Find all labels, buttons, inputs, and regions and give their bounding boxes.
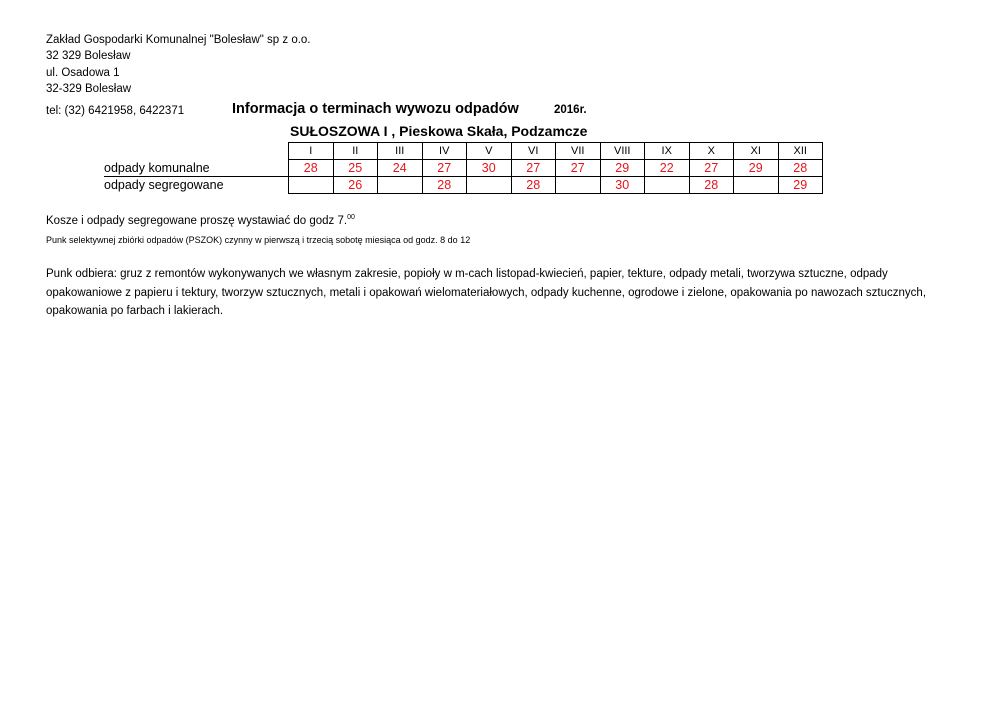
collection-day-cell: 27: [556, 160, 601, 177]
month-header: XI: [734, 143, 779, 160]
pszok-hours-note: Punk selektywnej zbiórki odpadów (PSZOK) czynny w pierwszą i trzecią sobotę miesiąca od godz. 8 do 12: [46, 235, 471, 245]
document-title: Informacja o terminach wywozu odpadów: [232, 101, 519, 117]
collection-schedule-table: [104, 142, 823, 194]
collection-day-cell: 30: [600, 177, 645, 194]
street-address: ul. Osadowa 1: [46, 67, 120, 79]
phone-number: tel: (32) 6421958, 6422371: [46, 105, 185, 117]
collection-day-cell: 27: [422, 160, 467, 177]
row-label: odpady segregowane: [104, 178, 224, 193]
row-label: odpady komunalne: [104, 160, 289, 177]
collection-day-cell: [378, 177, 423, 194]
company-name: Zakład Gospodarki Komunalnej "Bolesław" sp z o.o.: [46, 34, 311, 46]
month-header-row: [104, 143, 823, 160]
collection-day-cell: 22: [645, 160, 690, 177]
month-header: I: [289, 143, 334, 160]
month-header: IX: [645, 143, 690, 160]
collection-day-cell: 27: [511, 160, 556, 177]
collection-day-cell: [645, 177, 690, 194]
month-header: IV: [422, 143, 467, 160]
header-spacer: [104, 143, 289, 160]
month-header: VIII: [600, 143, 645, 160]
month-header: X: [689, 143, 734, 160]
table-row-segregated-waste: [104, 177, 823, 194]
month-header: VII: [556, 143, 601, 160]
postal-code-line: 32 329 Bolesław: [46, 50, 131, 62]
collection-day-cell: 29: [778, 177, 823, 194]
collection-day-cell: [289, 177, 334, 194]
month-header: VI: [511, 143, 556, 160]
collection-day-cell: 24: [378, 160, 423, 177]
document-year: 2016r.: [554, 104, 587, 116]
collection-day-cell: 28: [689, 177, 734, 194]
collection-day-cell: 28: [422, 177, 467, 194]
collection-day-cell: 29: [734, 160, 779, 177]
month-header: V: [467, 143, 512, 160]
collection-day-cell: 28: [511, 177, 556, 194]
collection-day-cell: [734, 177, 779, 194]
collection-day-cell: [556, 177, 601, 194]
collection-day-cell: 28: [778, 160, 823, 177]
collection-day-cell: 29: [600, 160, 645, 177]
collection-day-cell: 25: [333, 160, 378, 177]
month-header: III: [378, 143, 423, 160]
table-row-municipal-waste: [104, 160, 823, 177]
month-header: II: [333, 143, 378, 160]
postal-code-line-2: 32-329 Bolesław: [46, 83, 132, 95]
bins-deadline-text: Kosze i odpady segregowane proszę wystawiać do godz 7.: [46, 215, 348, 227]
month-header: XII: [778, 143, 823, 160]
area-subtitle: SUŁOSZOWA I , Pieskowa Skała, Podzamcze: [290, 123, 588, 139]
collection-day-cell: [467, 177, 512, 194]
collection-day-cell: 30: [467, 160, 512, 177]
bins-deadline-note: [46, 214, 355, 227]
collection-day-cell: 26: [333, 177, 378, 194]
collection-day-cell: 28: [289, 160, 334, 177]
collection-point-paragraph: Punk odbiera: gruz z remontów wykonywanych we własnym zakresie, popioły w m-cach listopad-kwiecień, papier, tekture, odpady metali, tworzywa sztuczne, odpady opakowaniowe z papieru i tektury, tworzyw sztucznych, metali i opakowań wielomateriałowych, odpady kuchenne, ogrodowe i zielone, opakowania po nawozach sztucznych, opakowania po farbach i lakierach.: [46, 268, 927, 317]
collection-day-cell: 27: [689, 160, 734, 177]
bins-deadline-minutes: 00: [347, 214, 355, 221]
